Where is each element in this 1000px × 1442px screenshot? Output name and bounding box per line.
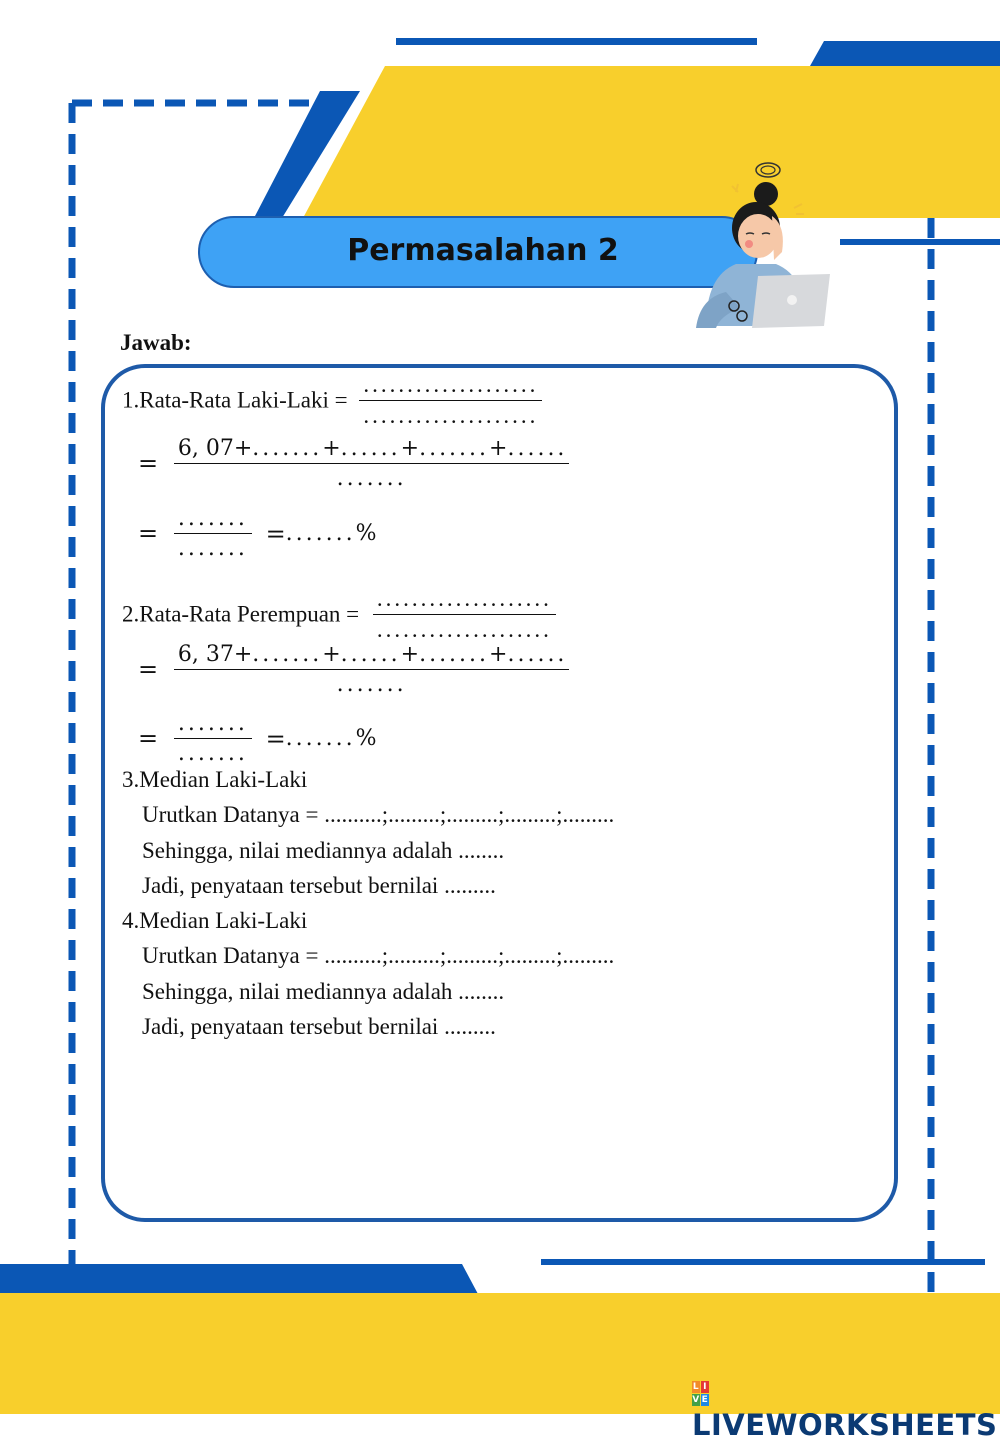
q1-blank-1[interactable]: .......	[252, 436, 323, 461]
q2-row	[122, 586, 556, 643]
q1-equals-sign-2: =	[138, 519, 159, 548]
q2-formula-numerator-blank[interactable]: ....................	[373, 586, 556, 615]
logo-letter-v: V	[692, 1394, 700, 1405]
q1-formula-numerator-blank[interactable]: ....................	[359, 372, 542, 401]
q4-order-line[interactable]: Urutkan Datanya = ..........;.........;.........;.........;.........	[142, 943, 615, 968]
q1-blank-4[interactable]: ......	[507, 436, 568, 461]
q3-conclusion-line[interactable]: Jadi, penyataan tersebut bernilai .........	[142, 873, 496, 898]
q1-row	[122, 372, 542, 429]
q4-conclusion-line[interactable]: Jadi, penyataan tersebut bernilai .........	[142, 1014, 496, 1039]
q2-formula-denominator-blank[interactable]: ....................	[376, 617, 552, 642]
q1-result-row	[138, 506, 377, 561]
liveworksheets-logo	[692, 1374, 1000, 1442]
q1-result-fraction	[174, 506, 252, 561]
q2-sum-row	[138, 642, 569, 697]
q1-result-numerator-blank[interactable]: .......	[174, 506, 252, 534]
q2-blank-2[interactable]: ......	[340, 642, 401, 667]
q1-percent-blank[interactable]: .......	[285, 521, 356, 546]
logo-letter-l: L	[692, 1381, 700, 1392]
q2-equals-sign: =	[138, 655, 159, 684]
q1-plus-3: +	[489, 436, 508, 461]
q2-blank-1[interactable]: .......	[252, 642, 323, 667]
q2-equals-sign-3: =	[265, 724, 286, 753]
q1-formula-denominator-blank[interactable]: ....................	[363, 403, 539, 428]
bottom-thin-bar	[541, 1259, 985, 1265]
q2-plus-3: +	[489, 642, 508, 667]
top-right-blue-bar	[810, 41, 1000, 66]
q2-result-denominator-blank[interactable]: .......	[177, 741, 248, 766]
q1-formula-fraction	[359, 372, 542, 429]
q2-blank-4[interactable]: ......	[507, 642, 568, 667]
q1-first-value: 6, 07+	[177, 436, 253, 461]
q2-equals-sign-2: =	[138, 724, 159, 753]
q1-plus-1: +	[322, 436, 341, 461]
yellow-header-banner	[303, 66, 1000, 218]
logo-letter-i: I	[701, 1381, 709, 1393]
q2-label: 2.Rata-Rata Perempuan =	[122, 601, 360, 627]
top-thin-bar	[396, 38, 757, 45]
q2-formula-fraction	[373, 586, 556, 643]
q2-first-value: 6, 37+	[177, 642, 253, 667]
q1-plus-2: +	[400, 436, 420, 461]
stressed-student-illustration	[676, 156, 840, 334]
q1-blank-3[interactable]: .......	[419, 436, 490, 461]
q2-plus-2: +	[400, 642, 420, 667]
q4-label: 4.Median Laki-Laki	[122, 908, 308, 933]
q4-median-line[interactable]: Sehingga, nilai mediannya adalah ........	[142, 979, 505, 1004]
q3-median-line[interactable]: Sehingga, nilai mediannya adalah ........	[142, 838, 505, 863]
q1-sum-row	[138, 436, 569, 491]
answer-label: Jawab:	[120, 330, 192, 355]
q3-order-line[interactable]: Urutkan Datanya = ..........;.........;.........;.........;.........	[142, 802, 615, 827]
q1-percent-sign: %	[355, 521, 377, 546]
q1-label: 1.Rata-Rata Laki-Laki =	[122, 387, 348, 413]
logo-letter-e: E	[701, 1394, 709, 1405]
q2-result-row	[138, 711, 377, 766]
q1-equals-sign-3: =	[265, 519, 286, 548]
q2-sum-denominator-blank[interactable]: .......	[336, 672, 407, 697]
q2-plus-1: +	[322, 642, 341, 667]
q2-result-fraction	[174, 711, 252, 766]
q2-percent-sign: %	[355, 726, 377, 751]
q1-sum-fraction	[174, 436, 570, 491]
q2-sum-fraction	[174, 642, 570, 697]
answer-box	[101, 364, 898, 1222]
q2-blank-3[interactable]: .......	[419, 642, 490, 667]
page-title: Permasalahan 2	[347, 233, 619, 268]
q1-sum-numerator	[174, 436, 570, 464]
q3-label: 3.Median Laki-Laki	[122, 767, 308, 792]
liveworksheets-logo-icon	[692, 1381, 709, 1406]
right-thin-bar	[840, 239, 1000, 245]
q1-equals-sign: =	[138, 449, 159, 478]
q1-result-denominator-blank[interactable]: .......	[177, 536, 248, 561]
q1-sum-denominator-blank[interactable]: .......	[336, 466, 407, 491]
q1-blank-2[interactable]: ......	[340, 436, 401, 461]
q2-result-numerator-blank[interactable]: .......	[174, 711, 252, 739]
liveworksheets-brand-text: LIVEWORKSHEETS	[692, 1408, 998, 1442]
q2-percent-blank[interactable]: .......	[285, 726, 356, 751]
q2-sum-numerator	[174, 642, 570, 670]
bottom-left-blue-bar	[0, 1264, 478, 1294]
